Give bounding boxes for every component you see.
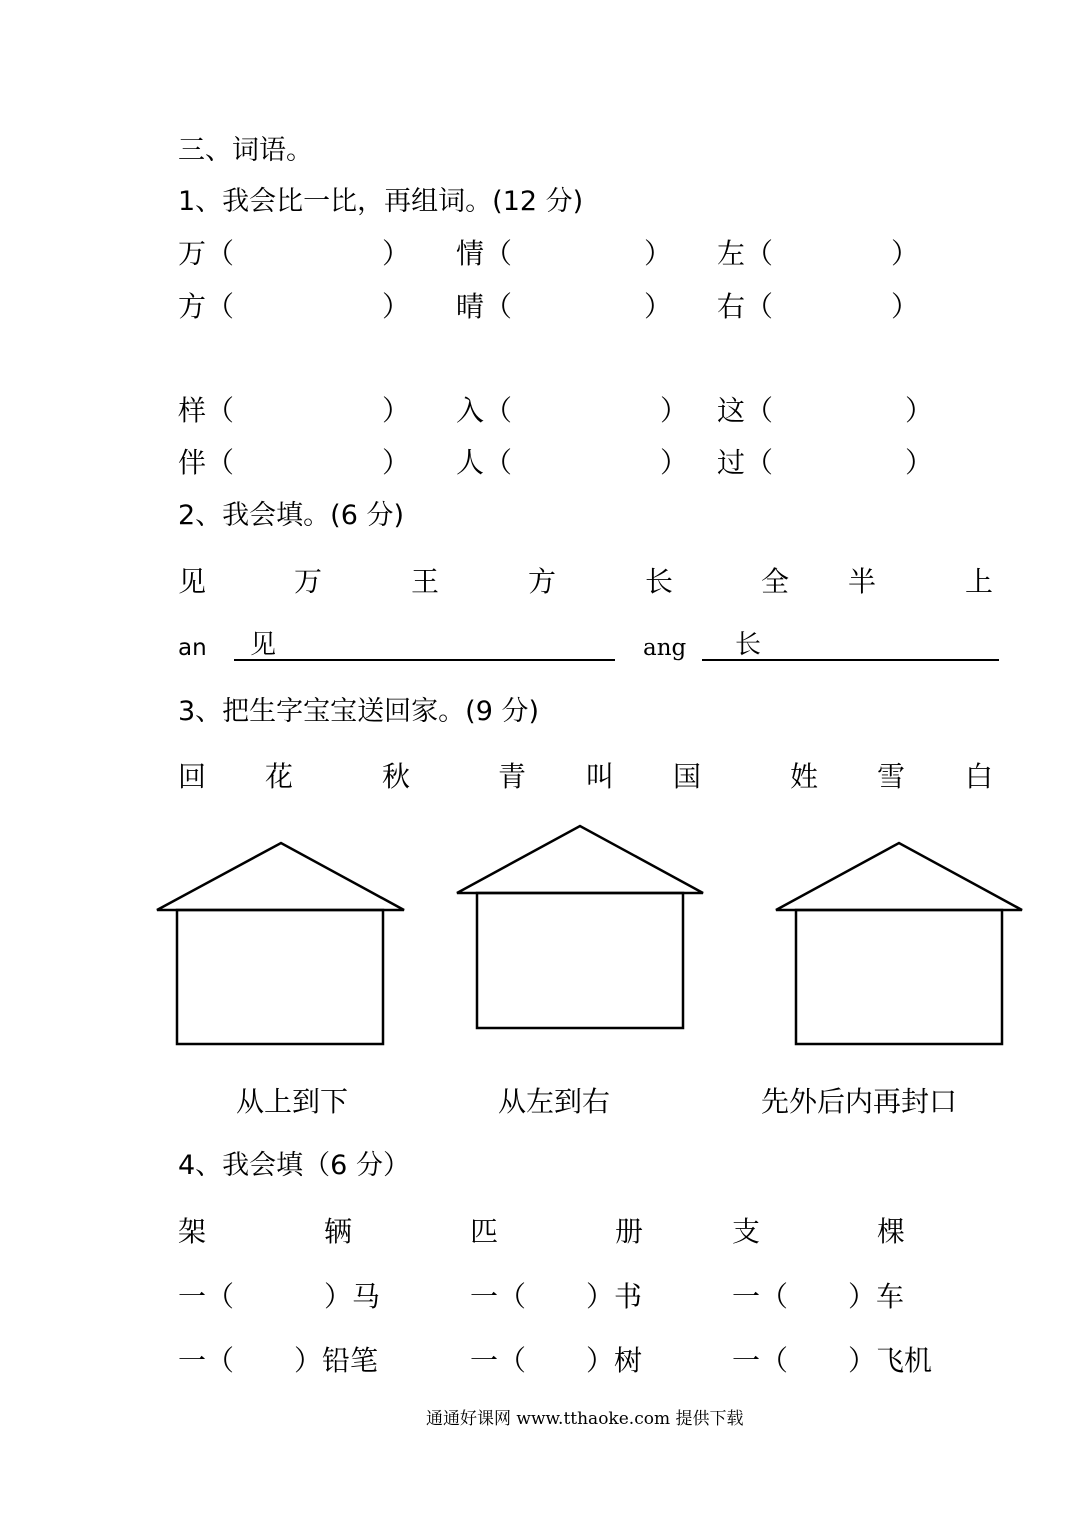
q4-cell: ）飞机 <box>848 1344 933 1377</box>
q4-title: 4、我会填（6 分） <box>178 1150 410 1181</box>
q1-cell: 入（ <box>456 394 513 427</box>
q1-cell: 右（ <box>717 290 774 323</box>
q4-word: 支 <box>732 1215 761 1248</box>
q1-cell: 晴（ <box>456 290 513 323</box>
q4-cell: ）书 <box>586 1280 643 1313</box>
q1-cell: ） <box>891 290 920 323</box>
q3-char: 青 <box>498 760 527 793</box>
house-1-label: 从上到下 <box>236 1085 349 1118</box>
q3-char: 叫 <box>586 760 615 793</box>
an-answer: 见 <box>250 630 277 660</box>
q3-char: 白 <box>965 760 994 793</box>
q2-char: 王 <box>411 565 440 598</box>
ang-answer: 长 <box>735 630 762 660</box>
q3-char: 姓 <box>790 760 819 793</box>
house-2-label: 从左到右 <box>498 1085 611 1118</box>
q3-char: 秋 <box>382 760 411 793</box>
q2-char: 万 <box>294 565 323 598</box>
house-2-roof <box>457 826 703 893</box>
section-title: 三、词语。 <box>178 135 313 166</box>
q1-title: 1、我会比一比，再组词。(12 分) <box>178 186 584 217</box>
q2-title: 2、我会填。(6 分) <box>178 500 405 531</box>
house-3 <box>776 843 1022 1044</box>
q3-char: 回 <box>178 760 207 793</box>
q1-cell: 人（ <box>456 446 513 479</box>
q4-cell: ）树 <box>586 1344 643 1377</box>
q1-cell: 万（ <box>178 237 235 270</box>
q2-char: 半 <box>848 565 877 598</box>
q1-cell: ） <box>382 446 411 479</box>
q4-word: 辆 <box>324 1215 353 1248</box>
footer-text: 通通好课网 www.tthaoke.com 提供下载 <box>426 1409 744 1429</box>
house-1-body <box>177 910 383 1044</box>
q1-cell: ） <box>891 237 920 270</box>
q4-cell: ）铅笔 <box>294 1344 379 1377</box>
q1-cell: ） <box>382 237 411 270</box>
q2-char: 上 <box>965 565 994 598</box>
q4-cell: 一（ <box>178 1280 235 1313</box>
q1-cell: 样（ <box>178 394 235 427</box>
q2-char: 长 <box>645 565 674 598</box>
q4-cell: ）车 <box>848 1280 905 1313</box>
q1-cell: ） <box>382 290 411 323</box>
q4-word: 架 <box>178 1215 207 1248</box>
q3-title: 3、把生字宝宝送回家。(9 分) <box>178 696 540 727</box>
q2-char: 见 <box>178 565 207 598</box>
q1-cell: 这（ <box>717 394 774 427</box>
q1-cell: ） <box>905 446 934 479</box>
q3-char: 国 <box>673 760 702 793</box>
q2-char: 方 <box>528 565 557 598</box>
q4-cell: 一（ <box>178 1344 235 1377</box>
q3-char: 雪 <box>877 760 906 793</box>
q1-cell: ） <box>644 290 673 323</box>
q4-cell: 一（ <box>732 1344 789 1377</box>
house-3-body <box>796 910 1002 1044</box>
house-3-label: 先外后内再封口 <box>761 1085 958 1118</box>
q1-cell: ） <box>660 446 689 479</box>
ang-label: ang <box>643 635 687 661</box>
q1-cell: ） <box>644 237 673 270</box>
house-3-roof <box>776 843 1022 910</box>
house-1 <box>157 843 404 1044</box>
q1-cell: 过（ <box>717 446 774 479</box>
house-1-roof <box>157 843 404 910</box>
q4-word: 匹 <box>470 1215 499 1248</box>
q1-cell: 左（ <box>717 237 774 270</box>
q3-char: 花 <box>265 760 294 793</box>
q1-cell: 方（ <box>178 290 235 323</box>
q4-cell: 一（ <box>732 1280 789 1313</box>
q4-cell: 一（ <box>470 1344 527 1377</box>
q4-word: 册 <box>615 1215 644 1248</box>
q4-cell: 一（ <box>470 1280 527 1313</box>
q1-cell: ） <box>382 394 411 427</box>
q1-cell: 情（ <box>456 237 513 270</box>
q2-char: 全 <box>761 565 790 598</box>
q4-cell: ）马 <box>324 1280 381 1313</box>
q1-cell: ） <box>905 394 934 427</box>
q1-cell: ） <box>660 394 689 427</box>
q4-word: 棵 <box>877 1215 906 1248</box>
an-label: an <box>178 635 207 661</box>
house-2 <box>457 826 703 1028</box>
house-2-body <box>477 893 683 1028</box>
q1-cell: 伴（ <box>178 446 235 479</box>
